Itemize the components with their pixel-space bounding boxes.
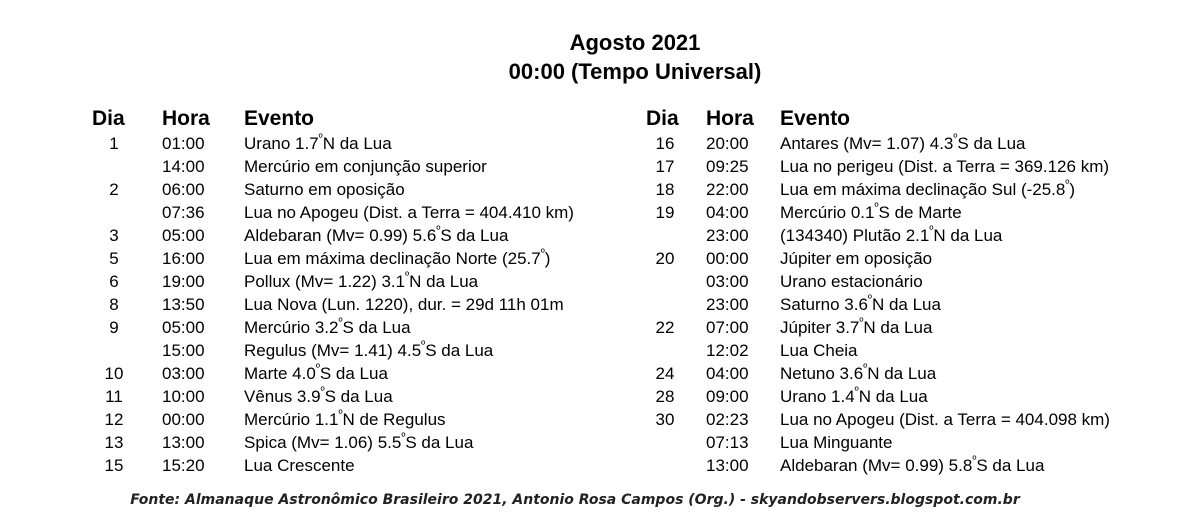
event-time: 04:00 — [706, 203, 749, 222]
header-dia: Dia — [92, 107, 125, 130]
event-description: Aldebaran (Mv= 0.99) $5.6^ºS$ da Lua — [244, 224, 509, 245]
event-description: Aldebaran (Mv= 0.99) $5.8^ºS$ da Lua — [780, 454, 1045, 475]
event-time: 06:00 — [162, 180, 205, 199]
event-time: 12:02 — [706, 341, 749, 360]
event-description: Mercúrio em conjunção superior — [244, 157, 487, 176]
event-day: 20 — [655, 249, 675, 268]
event-description: Mercúrio $1.1^ºN$ de Regulus — [244, 408, 446, 429]
event-day: 9 — [109, 318, 119, 337]
event-description: Mercúrio $3.2^ºS$ da Lua — [244, 316, 411, 337]
header-hora: Hora — [706, 107, 754, 130]
event-description: Urano estacionário — [780, 272, 923, 291]
event-description: Marte $4.0^ºS$ da Lua — [244, 362, 388, 383]
event-description: Lua Cheia — [780, 341, 858, 360]
event-description: Urano $1.7^ºN$ da Lua — [244, 132, 392, 153]
event-description: Júpiter $3.7^ºN$ da Lua — [780, 316, 933, 337]
event-time: 23:00 — [706, 226, 749, 245]
event-time: 04:00 — [706, 364, 749, 383]
event-day: 1 — [109, 134, 119, 153]
event-description: Lua em máxima declinação Sul $(-25.8^º)$ — [780, 178, 1076, 199]
header-evento: Evento — [780, 107, 851, 130]
event-time: 14:00 — [162, 157, 205, 176]
event-day: 30 — [655, 410, 675, 429]
page-subtitle: 00:00 (Tempo Universal) — [508, 59, 762, 84]
event-time: 03:00 — [706, 272, 749, 291]
event-time: 07:36 — [162, 203, 205, 222]
event-day: 5 — [109, 249, 119, 268]
header-evento: Evento — [244, 107, 315, 130]
event-description: Júpiter em oposição — [780, 249, 933, 268]
event-description: Saturno em oposição — [244, 180, 405, 199]
event-day: 16 — [655, 134, 675, 153]
event-time: 10:00 — [162, 387, 205, 406]
event-description: Mercúrio $0.1^ºS$ de Marte — [780, 201, 962, 222]
title-block — [0, 28, 1199, 86]
event-day: 24 — [655, 364, 675, 383]
event-time: 13:50 — [162, 295, 205, 314]
event-time: 15:20 — [162, 456, 205, 475]
event-description: Lua Nova (Lun. 1220), dur. = 29d 11h 01m — [244, 295, 564, 314]
event-day: 8 — [109, 295, 119, 314]
event-time: 19:00 — [162, 272, 205, 291]
event-day: 13 — [104, 433, 124, 452]
event-time: 23:00 — [706, 295, 749, 314]
event-description: Lua Crescente — [244, 456, 355, 475]
event-time: 07:00 — [706, 318, 749, 337]
event-day: 2 — [109, 180, 119, 199]
event-day: 6 — [109, 272, 119, 291]
event-description: Antares (Mv= 1.07) $4.3^ºS$ da Lua — [780, 132, 1026, 153]
event-description: (134340) Plutão $2.1^ºN$ da Lua — [780, 224, 1003, 245]
event-day: 11 — [105, 387, 123, 406]
event-description: Lua Minguante — [780, 433, 893, 452]
event-description: Saturno $3.6^ºN$ da Lua — [780, 293, 941, 314]
event-time: 01:00 — [162, 134, 205, 153]
event-time: 22:00 — [706, 180, 749, 199]
header-dia: Dia — [646, 107, 679, 130]
source-footer: Fonte: Almanaque Astronômico Brasileiro 2021, Antonio Rosa Campos (Org.) - skyandobservers.blogspot.com.br — [130, 492, 1020, 508]
event-description: Urano $1.4^ºN$ da Lua — [780, 385, 928, 406]
event-time: 09:25 — [706, 157, 749, 176]
event-description: Lua no Apogeu (Dist. a Terra = 404.098 km) — [780, 410, 1110, 429]
event-time: 05:00 — [162, 318, 205, 337]
event-day: 17 — [655, 157, 675, 176]
event-day: 22 — [655, 318, 675, 337]
event-time: 09:00 — [706, 387, 749, 406]
event-description: Regulus (Mv= 1.41) $4.5^ºS$ da Lua — [244, 339, 494, 360]
event-description: Lua em máxima declinação Norte $(25.7^º)$ — [244, 247, 551, 268]
event-time: 00:00 — [706, 249, 749, 268]
event-time: 20:00 — [706, 134, 749, 153]
event-day: 19 — [655, 203, 675, 222]
event-time: 02:23 — [706, 410, 749, 429]
event-day: 18 — [655, 180, 675, 199]
event-time: 13:00 — [162, 433, 205, 452]
event-day: 15 — [104, 456, 124, 475]
event-day: 12 — [104, 410, 124, 429]
event-time: 13:00 — [706, 456, 749, 475]
event-day: 28 — [655, 387, 675, 406]
event-time: 16:00 — [162, 249, 205, 268]
event-description: Spica (Mv= 1.06) $5.5^ºS$ da Lua — [244, 431, 474, 452]
event-description: Lua no Apogeu (Dist. a Terra = 404.410 km) — [244, 203, 574, 222]
event-description: Vênus $3.9^ºS$ da Lua — [244, 385, 393, 406]
event-description: Netuno $3.6^ºN$ da Lua — [780, 362, 937, 383]
event-time: 07:13 — [706, 433, 749, 452]
event-day: 3 — [109, 226, 119, 245]
event-time: 15:00 — [162, 341, 205, 360]
event-description: Lua no perigeu (Dist. a Terra = 369.126 km) — [780, 157, 1110, 176]
event-description: Pollux (Mv= 1.22) $3.1^ºN$ da Lua — [244, 270, 479, 291]
page-title: Agosto 2021 — [569, 30, 701, 55]
event-time: 05:00 — [162, 226, 205, 245]
event-day: 10 — [104, 364, 124, 383]
header-hora: Hora — [162, 107, 210, 130]
event-time: 03:00 — [162, 364, 205, 383]
event-time: 00:00 — [162, 410, 205, 429]
